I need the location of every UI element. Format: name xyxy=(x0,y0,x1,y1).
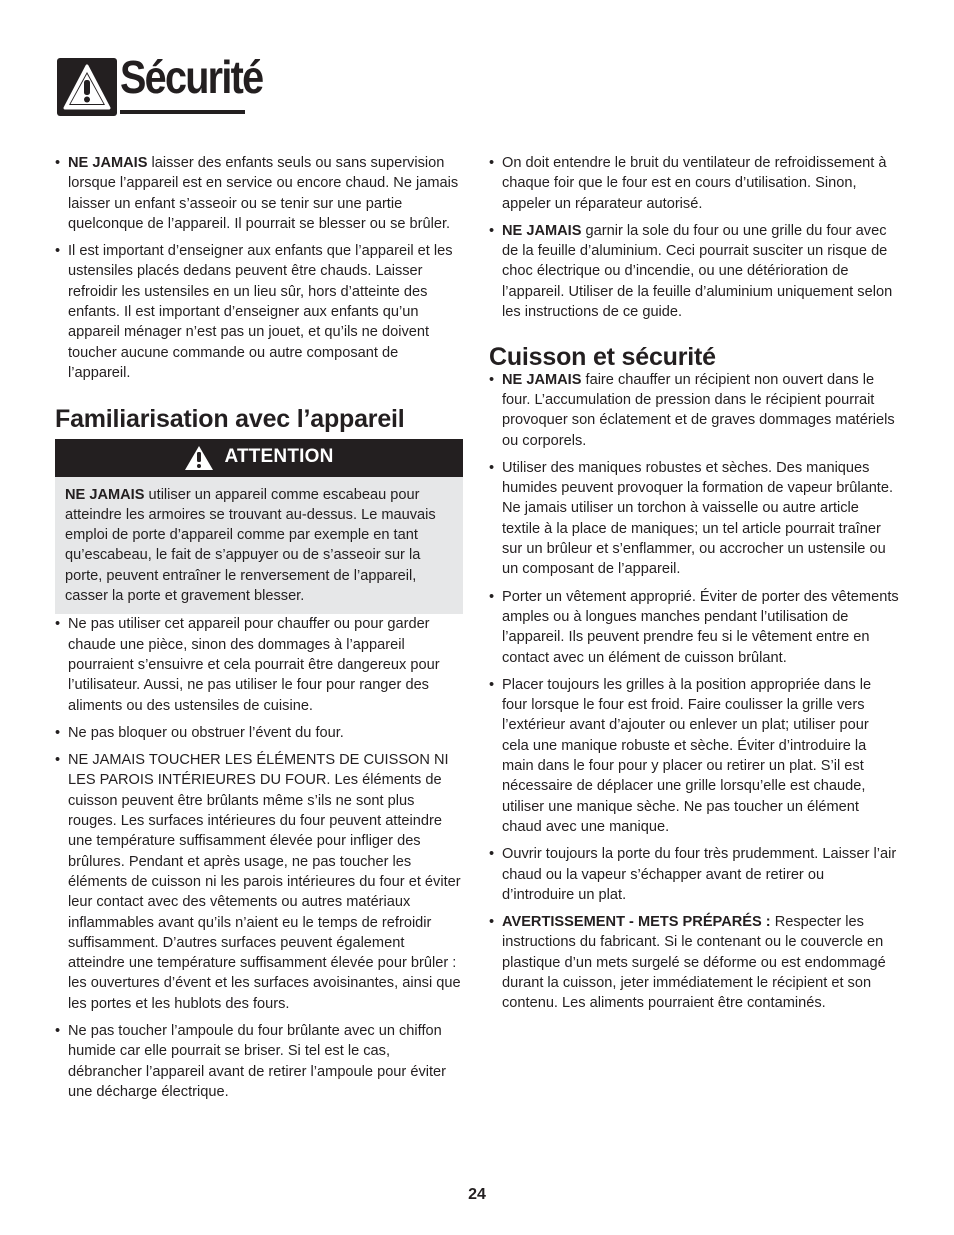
title-underline xyxy=(120,110,245,114)
list-item: • Ouvrir toujours la porte du four très prudemment. Laisser l’air chaud ou la vapeur s’échapper avant de retirer ou d’introduire un plat. xyxy=(489,844,899,905)
page-title: Sécurité xyxy=(120,51,263,103)
left-intro-list xyxy=(55,153,463,383)
right-column xyxy=(489,153,899,1021)
list-item: • NE JAMAIS laisser des enfants seuls ou sans supervision lorsque l’appareil est en service ou encore chaud. Ne jamais laisser un enfant s’asseoir ou se tenir sur une partie quelconque de l’appareil. Il pourrait se blesser ou se brûler. xyxy=(55,153,463,234)
left-safety-list xyxy=(55,614,463,1102)
list-item: • Ne pas utiliser cet appareil pour chauffer ou pour garder chaude une pièce, sinon des dommages à l’appareil pourraient s’ensuivre et cela pourrait être dangereux pour l’utilisateur. Aussi, ne pas utiliser le four pour ranger des aliments ou des ustensiles de cuisine. xyxy=(55,614,463,715)
attention-text: NE JAMAIS utiliser un appareil comme escabeau pour atteindre les armoires se trouvant au-dessus. Le mauvais emploi de porte d’appareil comme par exemple en tant qu’escabeau, le fait de s’appuyer ou de s’asseoir sur la porte, peuvent entraîner le renversement de l’appareil, casser la porte et gravement blesser. xyxy=(65,486,436,605)
list-item: • On doit entendre le bruit du ventilateur de refroidissement à chaque foir que le four est en cours d’utilisation. Sinon, appeler un réparateur autorisé. xyxy=(489,153,899,214)
list-item: • Utiliser des maniques robustes et sèches. Des maniques humides peuvent provoquer la formation de vapeur brûlante. Ne jamais utiliser un torchon à vaisselle ou autre article textile à la place de maniques; un tel article pourrait traîner sur un brûleur et s’enflammer, ou accrocher un ustensile ou un composant de l’appareil. xyxy=(489,458,899,580)
list-item: • Placer toujours les grilles à la position appropriée dans le four lorsque le four est froid. Faire coulisser la grille vers l’extérieur avant d’ajouter ou enlever un plat; utiliser pour cela une manique robuste et sèche. Éviter d’introduire la main dans le four pour y placer ou retirer un plat. S’il est nécessaire de déplacer une grille lorsqu’elle est chaude, utiliser une manique sèche. Ne pas toucher un élément chaud avec une manique. xyxy=(489,675,899,837)
section-title-cuisson: Cuisson et sécurité xyxy=(489,343,716,372)
list-item: • Il est important d’enseigner aux enfants que l’appareil et les ustensiles placés dedans peuvent être chauds. Laisser refroidir les ustensiles en un lieu sûr, hors d’atteinte des enfants. Il est important d’enseigner aux enfants qu’un appareil ménager n’est pas un jouet, et qu’ils ne doivent toucher aucune commande ou autre composant de l’appareil. xyxy=(55,241,463,383)
warning-icon-box xyxy=(57,58,117,116)
list-item: • Ne pas bloquer ou obstruer l’évent du four. xyxy=(55,723,463,743)
right-intro-list xyxy=(489,153,899,322)
attention-box xyxy=(55,439,463,615)
page-header xyxy=(57,51,263,118)
right-safety-list xyxy=(489,370,899,1014)
section-title-familiarisation: Familiarisation avec l’appareil xyxy=(55,405,405,434)
warning-icon xyxy=(184,445,214,471)
list-item: • Ne pas toucher l’ampoule du four brûlante avec un chiffon humide car elle pourrait se briser. Si tel est le cas, débrancher l’appareil avant de retirer l’ampoule pour éviter une décharge électrique. xyxy=(55,1021,463,1102)
page-number: 24 xyxy=(468,1186,486,1203)
warning-icon xyxy=(62,63,112,111)
list-item: • NE JAMAIS faire chauffer un récipient non ouvert dans le four. L’accumulation de pression dans le récipient pourrait provoquer son éclatement et de graves dommages matériels ou corporels. xyxy=(489,370,899,451)
list-item: • NE JAMAIS TOUCHER LES ÉLÉMENTS DE CUISSON NI LES PAROIS INTÉRIEURES DU FOUR. Les éléments de cuisson peuvent être brûlants même s’ils ne sont plus rouges. Les surfaces intérieures du four peuvent atteindre une température suffisamment élevée pour infliger des brûlures. Pendant et après usage, ne pas toucher les éléments de cuisson ni les parois intérieures du four et éviter leur contact avec des vêtements ou autres matériaux inflammables avant qu’ils n’aient eu le temps de refroidir suffisamment. D’autres surfaces peuvent également atteindre une température suffisamment élevée pour brûler : les ouvertures d’évent et les surfaces avoisinantes, ainsi que les portes et les hublots des fours. xyxy=(55,750,463,1014)
attention-label: ATTENTION xyxy=(224,446,334,468)
list-item: • AVERTISSEMENT - METS PRÉPARÉS : Respecter les instructions du fabricant. Si le contenant ou le couvercle en plastique d’un mets surgelé se déforme ou est endommagé durant la cuisson, jeter immédiatement le récipient et son contenu. Les aliments pourraient être contaminés. xyxy=(489,912,899,1013)
left-column xyxy=(55,153,463,1109)
attention-header xyxy=(55,439,463,477)
list-item: • NE JAMAIS garnir la sole du four ou une grille du four avec de la feuille d’aluminium. Ceci pourrait susciter un risque de choc électrique ou d’incendie, ou une détérioration de l’appareil. Utiliser de la feuille d’aluminium uniquement selon les instructions de ce guide. xyxy=(489,221,899,322)
list-item: • Porter un vêtement approprié. Éviter de porter des vêtements amples ou à longues manches pendant l’utilisation de l’appareil. Ils peuvent prendre feu si le vêtement entre en contact avec un élément de cuisson brûlant. xyxy=(489,587,899,668)
